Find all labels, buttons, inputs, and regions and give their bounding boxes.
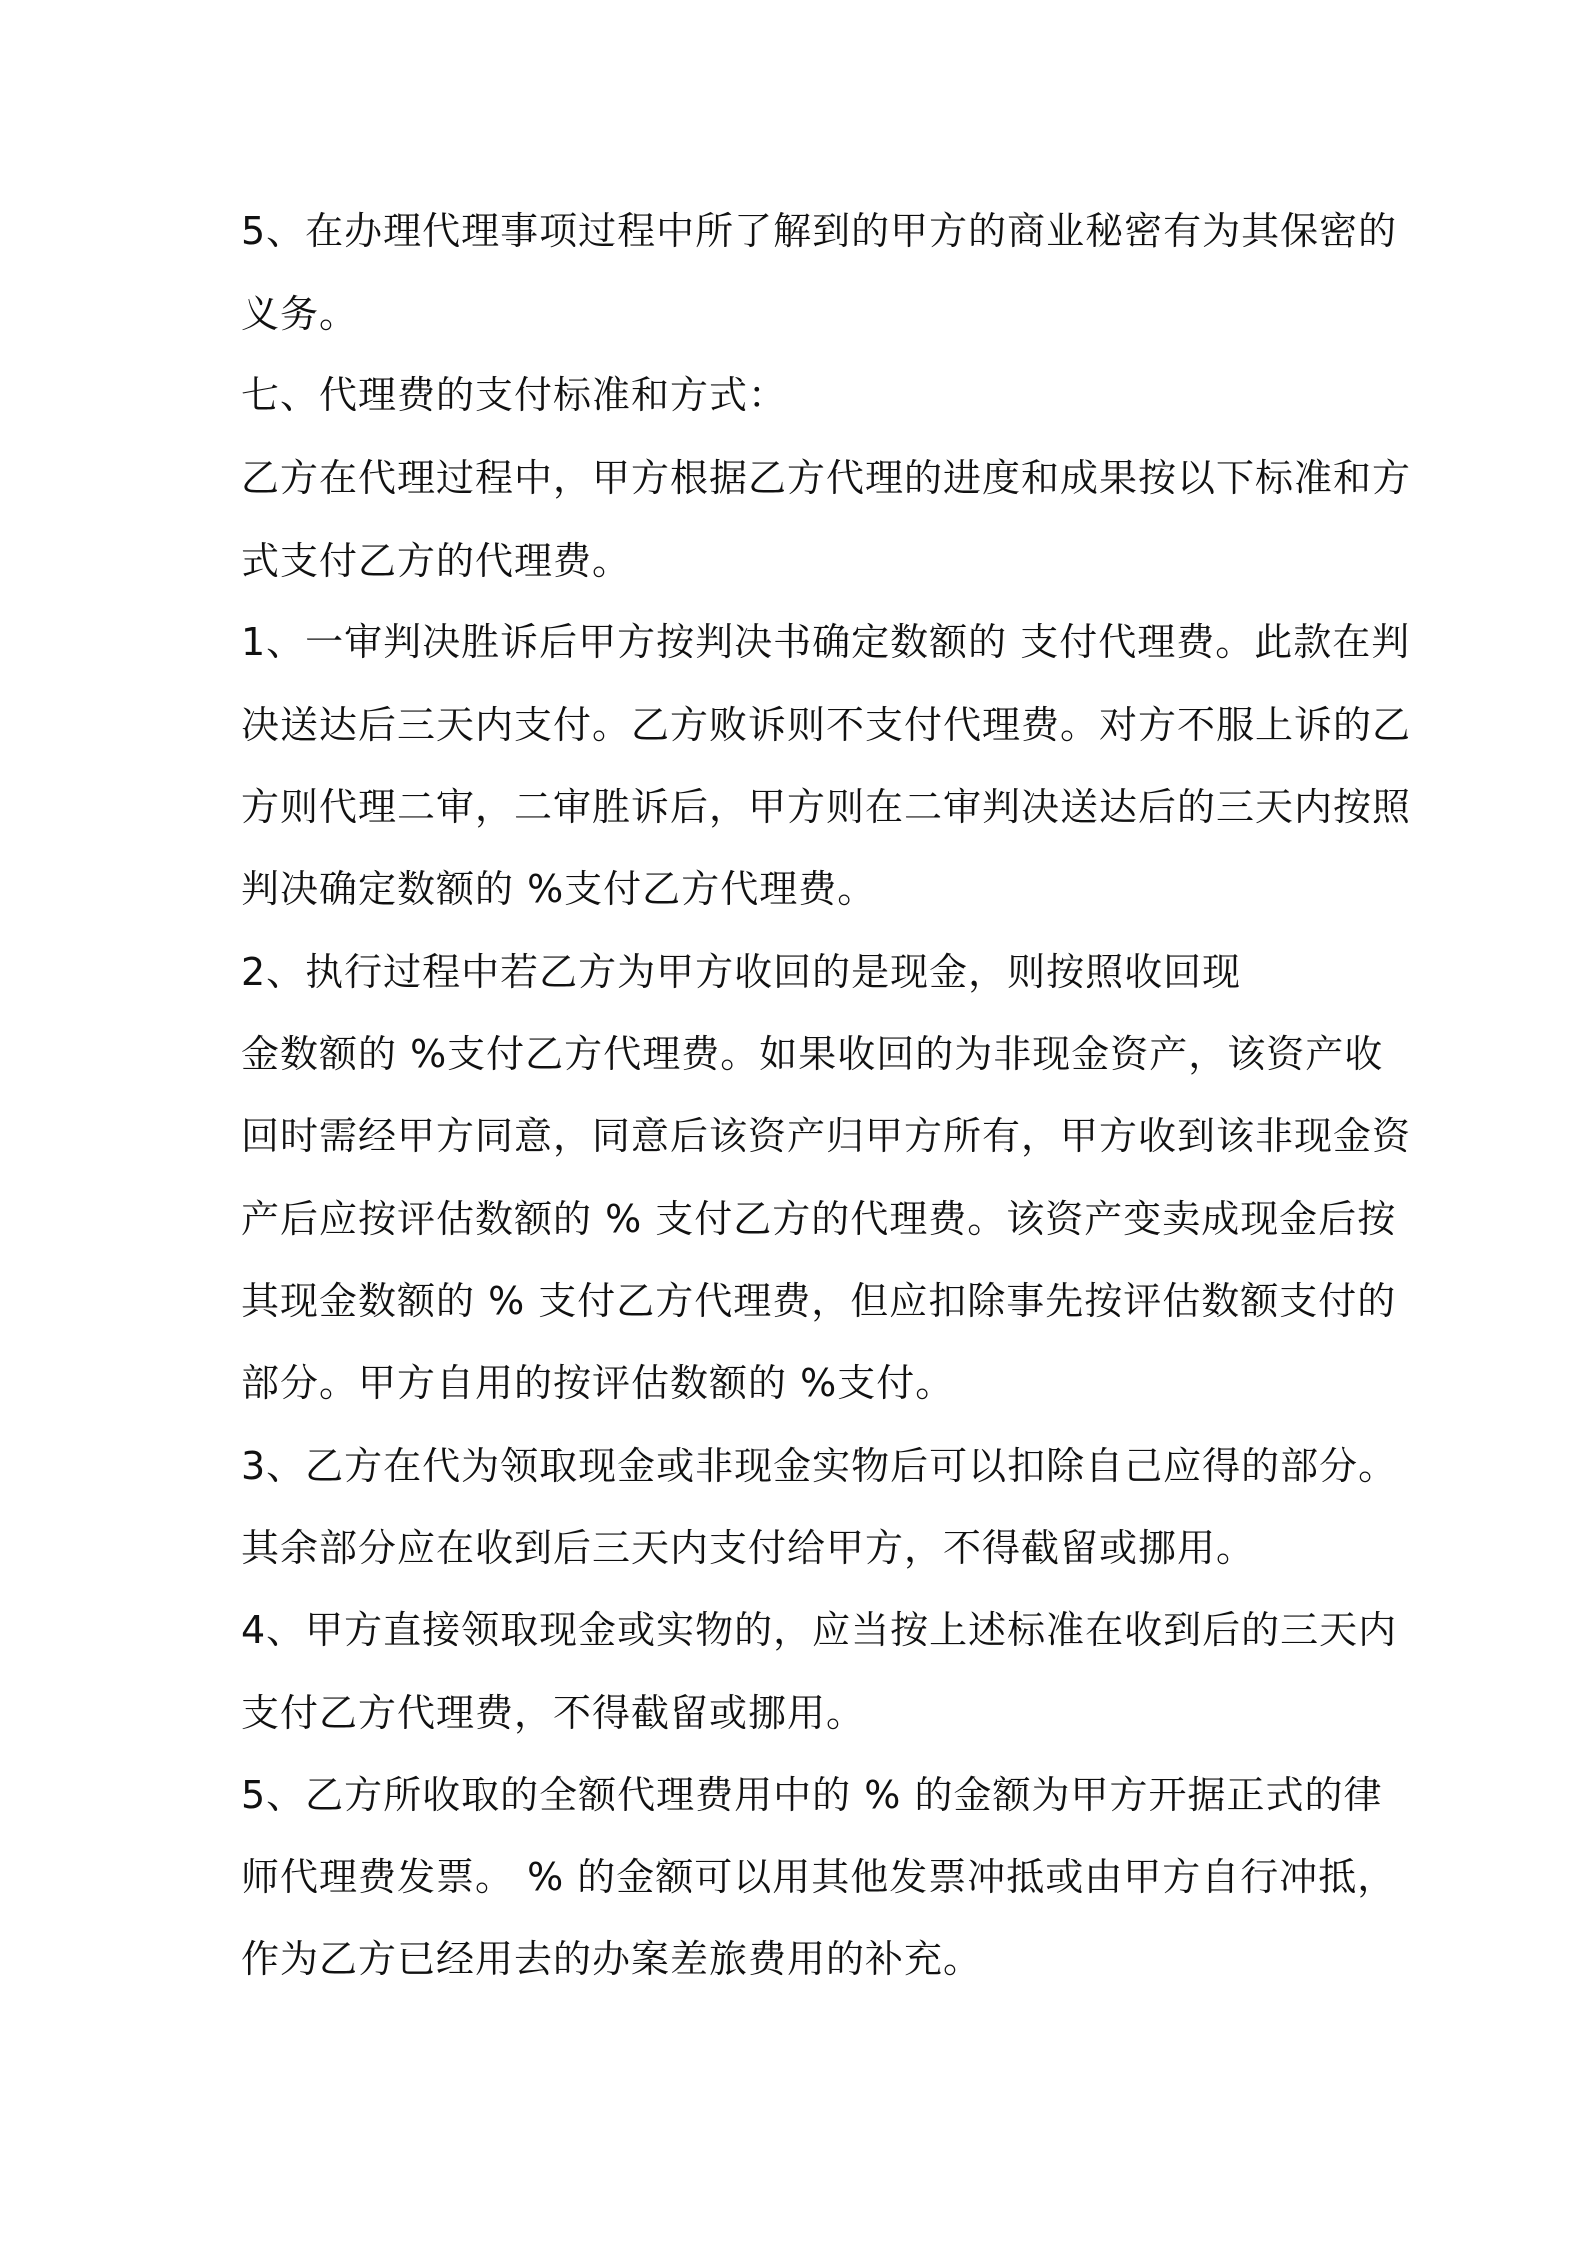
text-line: 支付乙方代理费，不得截留或挪用。	[241, 1691, 866, 1735]
text-line: 义务。	[241, 292, 359, 336]
section-heading: 七、代理费的支付标准和方式：	[241, 373, 788, 417]
text-line: 产后应按评估数额的 % 支付乙方的代理费。该资产变卖成现金后按	[241, 1197, 1397, 1241]
text-line: 其余部分应在收到后三天内支付给甲方，不得截留或挪用。	[241, 1526, 1256, 1570]
text-line: 部分。甲方自用的按评估数额的 %支付。	[241, 1361, 955, 1405]
text-line: 1、一审判决胜诉后甲方按判决书确定数额的 支付代理费。此款在判	[241, 620, 1411, 664]
text-line: 5、乙方所收取的全额代理费用中的 % 的金额为甲方开据正式的律	[241, 1773, 1383, 1817]
text-line: 作为乙方已经用去的办案差旅费用的补充。	[241, 1937, 983, 1981]
text-line: 判决确定数额的 %支付乙方代理费。	[241, 867, 877, 911]
text-line: 乙方在代理过程中，甲方根据乙方代理的进度和成果按以下标准和方	[241, 456, 1412, 500]
text-line: 师代理费发票。 % 的金额可以用其他发票冲抵或由甲方自行冲抵，	[241, 1855, 1397, 1899]
text-line: 方则代理二审，二审胜诉后，甲方则在二审判决送达后的三天内按照	[241, 785, 1412, 829]
text-line: 回时需经甲方同意，同意后该资产归甲方所有，甲方收到该非现金资	[241, 1114, 1412, 1158]
text-line: 式支付乙方的代理费。	[241, 539, 632, 583]
text-line: 3、乙方在代为领取现金或非现金实物后可以扣除自己应得的部分。	[241, 1444, 1398, 1488]
text-line: 金数额的 %支付乙方代理费。如果收回的为非现金资产，该资产收	[241, 1032, 1384, 1076]
text-line: 5、在办理代理事项过程中所了解到的甲方的商业秘密有为其保密的	[241, 209, 1398, 253]
text-line: 其现金数额的 % 支付乙方代理费，但应扣除事先按评估数额支付的	[241, 1279, 1397, 1323]
text-line: 4、甲方直接领取现金或实物的，应当按上述标准在收到后的三天内	[241, 1608, 1398, 1652]
text-line: 2、执行过程中若乙方为甲方收回的是现金，则按照收回现	[241, 950, 1242, 994]
text-line: 决送达后三天内支付。乙方败诉则不支付代理费。对方不服上诉的乙	[241, 703, 1412, 747]
